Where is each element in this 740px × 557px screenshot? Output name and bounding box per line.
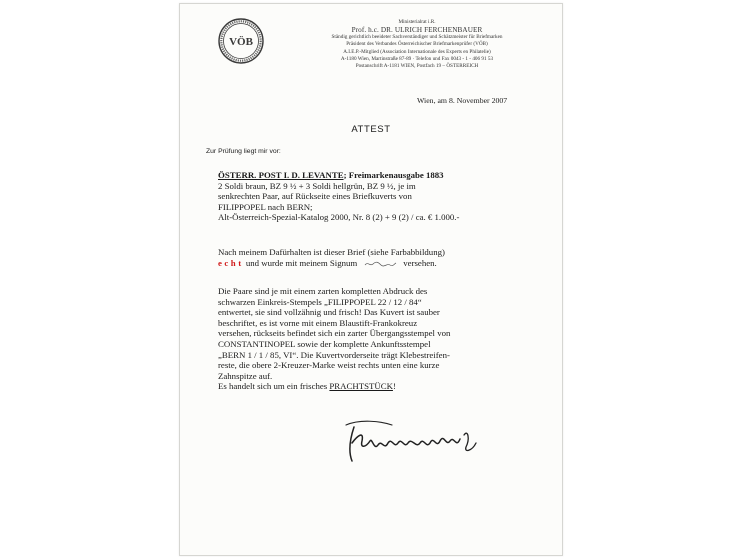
letterhead-name: Prof. h.c. DR. ULRICH FERCHENBAUER [351,26,483,35]
echt-verdict: echt [218,257,244,268]
document-date: Wien, am 8. November 2007 [417,96,508,105]
text-line [218,258,538,269]
verdict-text: und wurde mit meinem Signum [243,257,358,268]
text-line: versehen, rückseits befindet sich ein zarter Übergangsstempel von [218,328,451,339]
text-line: entwertet, sie sind vollzähnig und frisch! Das Kuvert ist sauber [218,307,440,318]
intro-text: Zur Prüfung liegt mir vor: [206,148,281,155]
letterhead-title-line: Ministerialrat i.R. [398,19,436,25]
handwritten-signature [340,417,490,467]
text-line: schwarzen Einkreis-Stempels „FILIPPOPEL 22 / 12 / 84“ [218,296,422,307]
letterhead-line: Präsident des Verbandes Österreichischer Briefmarkenprüfer (VÖB) [346,41,488,48]
text-line: FILIPPOPEL nach BERN; [218,201,313,212]
text-line: Zahnspitze auf. [218,370,273,381]
letterhead-address: A-1180 Wien, Martinstraße 87-89 · Telefon und Fax 0043 - 1 - 406 91 53 [340,55,494,62]
item-headline-underlined: ÖSTERR. POST I. D. LEVANTE [218,170,344,180]
text-line: 2 Soldi braun, BZ 9 ½ + 3 Soldi hellgrün, BZ 9 ½, je im [218,180,416,191]
text-line: Nach meinem Dafürhalten ist dieser Brief (siehe Farbabbildung) [218,247,445,257]
text-line: Alt-Österreich-Spezial-Katalog 2000, Nr. 8 (2) + 9 (2) / ca. € 1.000.- [218,212,460,223]
document-title: ATTEST [351,124,391,135]
item-description [218,170,538,223]
text-line: Die Paare sind je mit einem zarten kompletten Abdruck des [218,286,428,296]
text-line: „BERN 1 / 1 / 85, VI“. Die Kuvertvorderseite trägt Klebestreifen- [218,349,450,360]
small-signum-icon [363,259,397,269]
letterhead-line: Ständig gerichtlich beeideter Sachverständiger und Schätzmeister für Briefmarken [331,34,503,41]
text-line: senkrechten Paar, auf Rückseite eines Briefkuverts von [218,191,412,202]
voeb-seal-icon [218,18,264,64]
item-headline-rest: ; Freimarkenausgabe 1883 [343,170,444,180]
item-headline [218,170,538,181]
prachtstueck-text: PRACHTSTÜCK [329,381,393,392]
closing-punctuation: ! [392,381,396,392]
attest-document [179,3,563,556]
text-line: CONSTANTINOPEL sowie der komplette Ankunftsstempel [218,338,431,349]
letterhead [272,19,562,70]
seal-text: VÖB [229,36,253,48]
text-line: beschriftet, es ist vorne mit einem Blaustift-Frankokreuz [218,317,418,328]
letterhead-postal-address: Postanschrift A-1181 WIEN, Postfach 19 – ÖSTERREICH [355,63,479,70]
text-line: reste, die obere 2-Kreuzer-Marke weist rechts unten eine kurze [218,360,440,371]
closing-text: Es handelt sich um ein frisches [218,381,330,392]
condition-paragraph [218,286,538,392]
verdict-text-end: versehen. [403,257,437,268]
letterhead-line: A.I.E.P.-Mitglied (Association Internationale des Experts en Philatelie) [343,48,491,55]
verdict-paragraph [218,247,538,269]
closing-line [218,381,538,392]
